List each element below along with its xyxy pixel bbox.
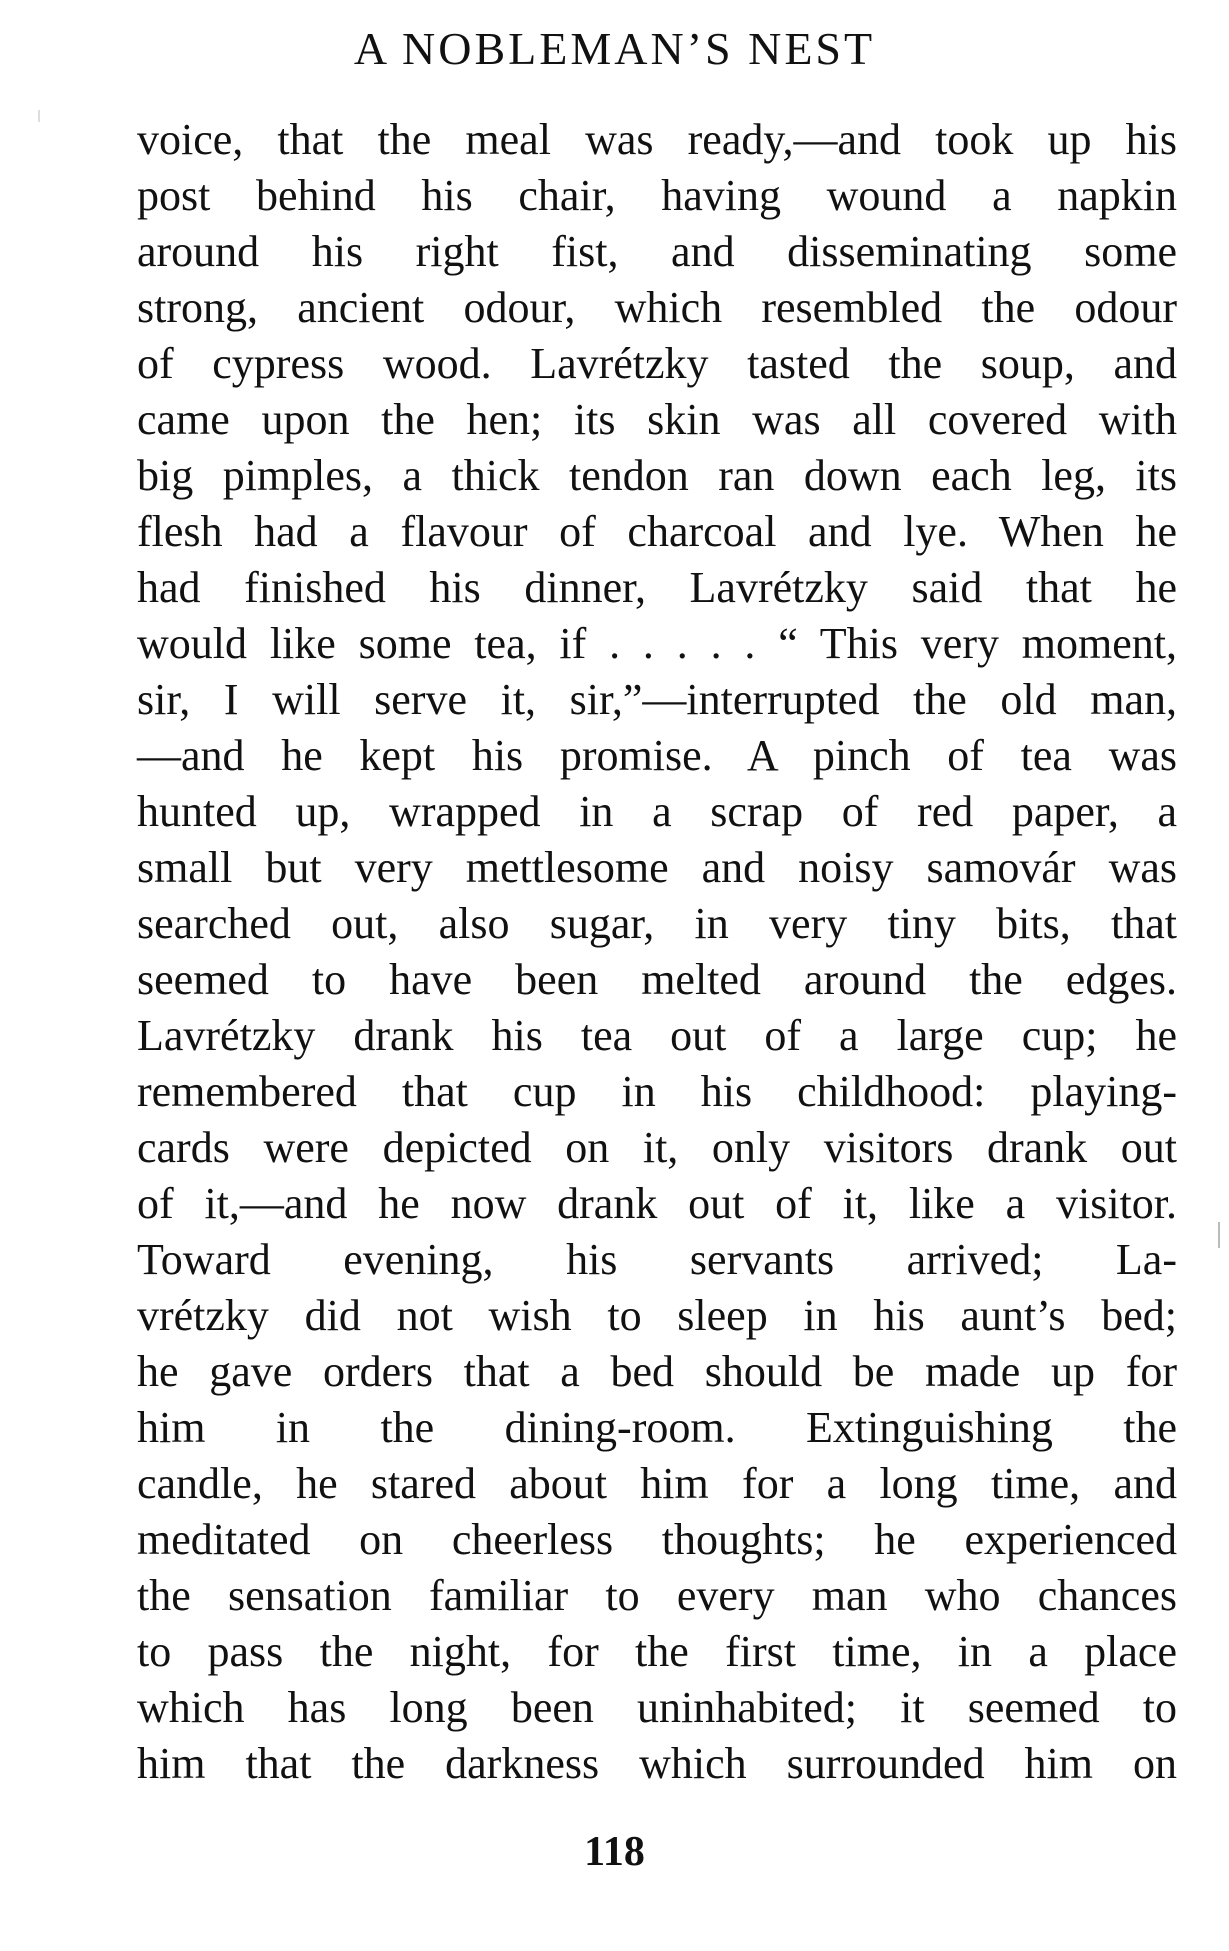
text-line: candle, he stared about him for a long time, and: [137, 1459, 1177, 1508]
text-line: vrétzky did not wish to sleep in his aunt’s bed;: [137, 1291, 1177, 1340]
text-line: the sensation familiar to every man who chances: [137, 1571, 1177, 1620]
running-head: A NOBLEMAN’S NEST: [353, 23, 876, 74]
text-line: he gave orders that a bed should be made up for: [137, 1347, 1177, 1396]
text-line: remembered that cup in his childhood: playing-: [137, 1067, 1177, 1116]
text-line: him that the darkness which surrounded him on: [137, 1739, 1177, 1788]
text-line: had finished his dinner, Lavrétzky said that he: [137, 563, 1177, 612]
text-line: him in the dining-room. Extinguishing the: [137, 1403, 1177, 1452]
text-line: to pass the night, for the first time, in a place: [137, 1627, 1177, 1676]
text-line: cards were depicted on it, only visitors drank out: [137, 1123, 1177, 1172]
scan-mark: [1218, 1222, 1220, 1248]
text-line: around his right fist, and disseminating some: [137, 227, 1177, 276]
text-line: post behind his chair, having wound a napkin: [137, 171, 1177, 220]
text-line: flesh had a flavour of charcoal and lye. When he: [137, 507, 1177, 556]
scan-mark: [38, 110, 40, 122]
text-line: meditated on cheerless thoughts; he experienced: [137, 1515, 1177, 1564]
text-line: which has long been uninhabited; it seemed to: [137, 1683, 1177, 1732]
text-line: of cypress wood. Lavrétzky tasted the soup, and: [137, 339, 1177, 388]
text-line: strong, ancient odour, which resembled the odour: [137, 283, 1177, 332]
text-line: came upon the hen; its skin was all covered with: [137, 395, 1177, 444]
text-line: Toward evening, his servants arrived; La-: [137, 1235, 1177, 1284]
text-line: big pimples, a thick tendon ran down each leg, its: [137, 451, 1177, 500]
text-line: small but very mettlesome and noisy samovár was: [137, 843, 1177, 892]
text-line: sir, I will serve it, sir,”—interrupted the old man,: [137, 675, 1177, 724]
text-line: would like some tea, if . . . . . “ This very moment,: [137, 619, 1177, 668]
text-line: seemed to have been melted around the edges.: [137, 955, 1177, 1004]
text-line: of it,—and he now drank out of it, like a visitor.: [137, 1179, 1177, 1228]
page-number: 118: [584, 1829, 645, 1875]
text-line: voice, that the meal was ready,—and took up his: [137, 115, 1177, 164]
text-line: searched out, also sugar, in very tiny bits, that: [137, 899, 1177, 948]
text-line: Lavrétzky drank his tea out of a large cup; he: [137, 1011, 1177, 1060]
body-text: [137, 112, 1177, 1792]
text-line: hunted up, wrapped in a scrap of red paper, a: [137, 787, 1177, 836]
text-line: —and he kept his promise. A pinch of tea was: [137, 731, 1177, 780]
